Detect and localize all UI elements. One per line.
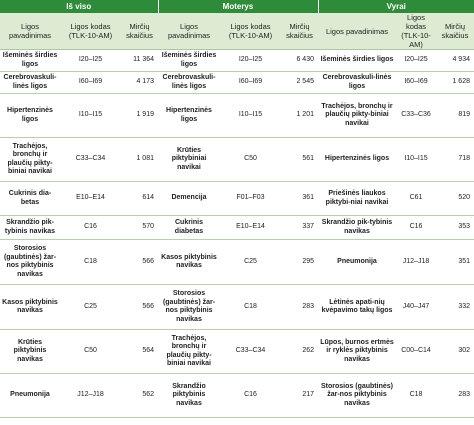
group-header-row — [0, 0, 474, 13]
group-header-men: Vyrai — [318, 0, 474, 13]
disease-code-cell: C61 — [396, 182, 436, 216]
death-count-cell: 1 919 — [121, 94, 158, 138]
disease-code-cell: I10–I15 — [60, 94, 121, 138]
disease-code-cell: J12–J18 — [396, 240, 436, 285]
disease-code-cell: C16 — [220, 374, 281, 418]
column-header: Ligos pavadinimas — [0, 13, 60, 50]
disease-code-cell: F01–F03 — [220, 182, 281, 216]
death-count-cell: 819 — [436, 94, 474, 138]
disease-name-cell: Cerebrovaskuli-linės ligos — [158, 72, 220, 94]
disease-name-cell: Trachėjos, bronchų ir plaučių pikty-biniai navikai — [318, 94, 396, 138]
death-count-cell: 4 934 — [436, 50, 474, 72]
disease-name-cell: Išeminės širdies ligos — [0, 50, 60, 72]
death-count-cell: 6 430 — [281, 50, 318, 72]
death-count-cell: 614 — [121, 182, 158, 216]
disease-code-cell: I60–I69 — [60, 72, 121, 94]
column-header: Mirčių skaičius — [121, 13, 158, 50]
disease-code-cell: C33–C34 — [60, 138, 121, 182]
disease-name-cell: Storosios (gaubtinės) žar-nos piktybinis navikas — [318, 374, 396, 418]
death-count-cell: 361 — [281, 182, 318, 216]
death-count-cell: 351 — [436, 240, 474, 285]
disease-name-cell: Skrandžio pik-tybinis navikas — [0, 216, 60, 240]
table-row — [0, 374, 474, 418]
disease-name-cell: Pneumonija — [0, 374, 60, 418]
disease-code-cell: C25 — [60, 285, 121, 330]
disease-code-cell: C33–C34 — [220, 330, 281, 374]
table-row — [0, 138, 474, 182]
death-count-cell: 11 364 — [121, 50, 158, 72]
death-count-cell: 566 — [121, 285, 158, 330]
disease-code-cell: E10–E14 — [60, 182, 121, 216]
disease-code-cell: I20–I25 — [220, 50, 281, 72]
table-row — [0, 50, 474, 72]
disease-name-cell: Storosios (gaubtinės) žar-nos piktybinis navikas — [0, 240, 60, 285]
death-count-cell: 570 — [121, 216, 158, 240]
disease-code-cell: I20–I25 — [396, 50, 436, 72]
disease-code-cell: C18 — [396, 374, 436, 418]
group-header-total: Iš viso — [0, 0, 158, 13]
table-row — [0, 240, 474, 285]
table-row — [0, 72, 474, 94]
group-header-women: Moterys — [158, 0, 318, 13]
disease-code-cell: C18 — [60, 240, 121, 285]
death-count-cell: 283 — [281, 285, 318, 330]
disease-code-cell: C50 — [220, 138, 281, 182]
disease-name-cell: Kasos piktybinis navikas — [0, 285, 60, 330]
death-count-cell: 262 — [281, 330, 318, 374]
table-row — [0, 330, 474, 374]
death-count-cell: 566 — [121, 240, 158, 285]
death-count-cell: 337 — [281, 216, 318, 240]
column-header: Ligos pavadinimas — [318, 13, 396, 50]
death-count-cell: 562 — [121, 374, 158, 418]
disease-name-cell: Pneumonija — [318, 240, 396, 285]
column-header: Mirčių skaičius — [436, 13, 474, 50]
death-count-cell: 217 — [281, 374, 318, 418]
table-row — [0, 182, 474, 216]
column-header: Mirčių skaičius — [281, 13, 318, 50]
disease-code-cell: C00–C14 — [396, 330, 436, 374]
disease-code-cell: C18 — [220, 285, 281, 330]
death-count-cell: 1 628 — [436, 72, 474, 94]
disease-name-cell: Cerebrovaskuli-linės ligos — [318, 72, 396, 94]
death-count-cell: 2 545 — [281, 72, 318, 94]
column-header: Ligos kodas (TLK-10-AM) — [220, 13, 281, 50]
disease-name-cell: Krūties piktybiniai navikai — [158, 138, 220, 182]
disease-code-cell: J12–J18 — [60, 374, 121, 418]
disease-name-cell: Storosios (gaubtinės) žar-nos piktybinis navikas — [158, 285, 220, 330]
death-count-cell: 283 — [436, 374, 474, 418]
disease-code-cell: I10–I15 — [220, 94, 281, 138]
death-count-cell: 718 — [436, 138, 474, 182]
disease-name-cell: Trachėjos, bronchų ir plaučių pikty-biniai navikai — [0, 138, 60, 182]
disease-code-cell: C50 — [60, 330, 121, 374]
disease-code-cell: C16 — [396, 216, 436, 240]
death-count-cell: 4 173 — [121, 72, 158, 94]
death-count-cell: 302 — [436, 330, 474, 374]
disease-code-cell: I60–I69 — [220, 72, 281, 94]
death-count-cell: 1 081 — [121, 138, 158, 182]
disease-name-cell: Hipertenzinės ligos — [0, 94, 60, 138]
disease-name-cell: Išeminės širdies ligos — [158, 50, 220, 72]
table-row — [0, 216, 474, 240]
disease-name-cell: Hipertenzinės ligos — [158, 94, 220, 138]
disease-name-cell: Trachėjos, bronchų ir plaučių pikty-biniai navikai — [158, 330, 220, 374]
disease-name-cell: Lėtinės apati-nių kvėpavimo takų ligos — [318, 285, 396, 330]
disease-code-cell: C16 — [60, 216, 121, 240]
death-count-cell: 520 — [436, 182, 474, 216]
column-header: Ligos kodas (TLK-10-AM) — [396, 13, 436, 50]
table-row — [0, 94, 474, 138]
disease-name-cell: Priešinės liaukos piktybi-niai navikai — [318, 182, 396, 216]
disease-code-cell: I60–I69 — [396, 72, 436, 94]
disease-code-cell: J40–J47 — [396, 285, 436, 330]
death-count-cell: 561 — [281, 138, 318, 182]
death-count-cell: 564 — [121, 330, 158, 374]
disease-name-cell: Cerebrovaskuli-linės ligos — [0, 72, 60, 94]
column-header: Ligos pavadinimas — [158, 13, 220, 50]
death-count-cell: 1 201 — [281, 94, 318, 138]
disease-name-cell: Krūties piktybinis navikas — [0, 330, 60, 374]
disease-name-cell: Demencija — [158, 182, 220, 216]
death-count-cell: 353 — [436, 216, 474, 240]
disease-name-cell: Hipertenzinės ligos — [318, 138, 396, 182]
disease-code-cell: I10–I15 — [396, 138, 436, 182]
disease-code-cell: C25 — [220, 240, 281, 285]
disease-name-cell: Skrandžio pik-tybinis navikas — [318, 216, 396, 240]
disease-name-cell: Išeminės širdies ligos — [318, 50, 396, 72]
table-row — [0, 285, 474, 330]
disease-name-cell: Skrandžio piktybinis navikas — [158, 374, 220, 418]
column-header-row — [0, 13, 474, 50]
column-header: Ligos kodas (TLK-10-AM) — [60, 13, 121, 50]
disease-name-cell: Cukrinis dia-betas — [0, 182, 60, 216]
death-count-cell: 332 — [436, 285, 474, 330]
disease-name-cell: Cukrinis diabetas — [158, 216, 220, 240]
disease-name-cell: Lūpos, burnos ertmės ir ryklės piktybinis navikas — [318, 330, 396, 374]
disease-name-cell: Kasos piktybinis navikas — [158, 240, 220, 285]
disease-code-cell: C33–C36 — [396, 94, 436, 138]
death-count-cell: 295 — [281, 240, 318, 285]
disease-code-cell: I20–I25 — [60, 50, 121, 72]
disease-code-cell: E10–E14 — [220, 216, 281, 240]
